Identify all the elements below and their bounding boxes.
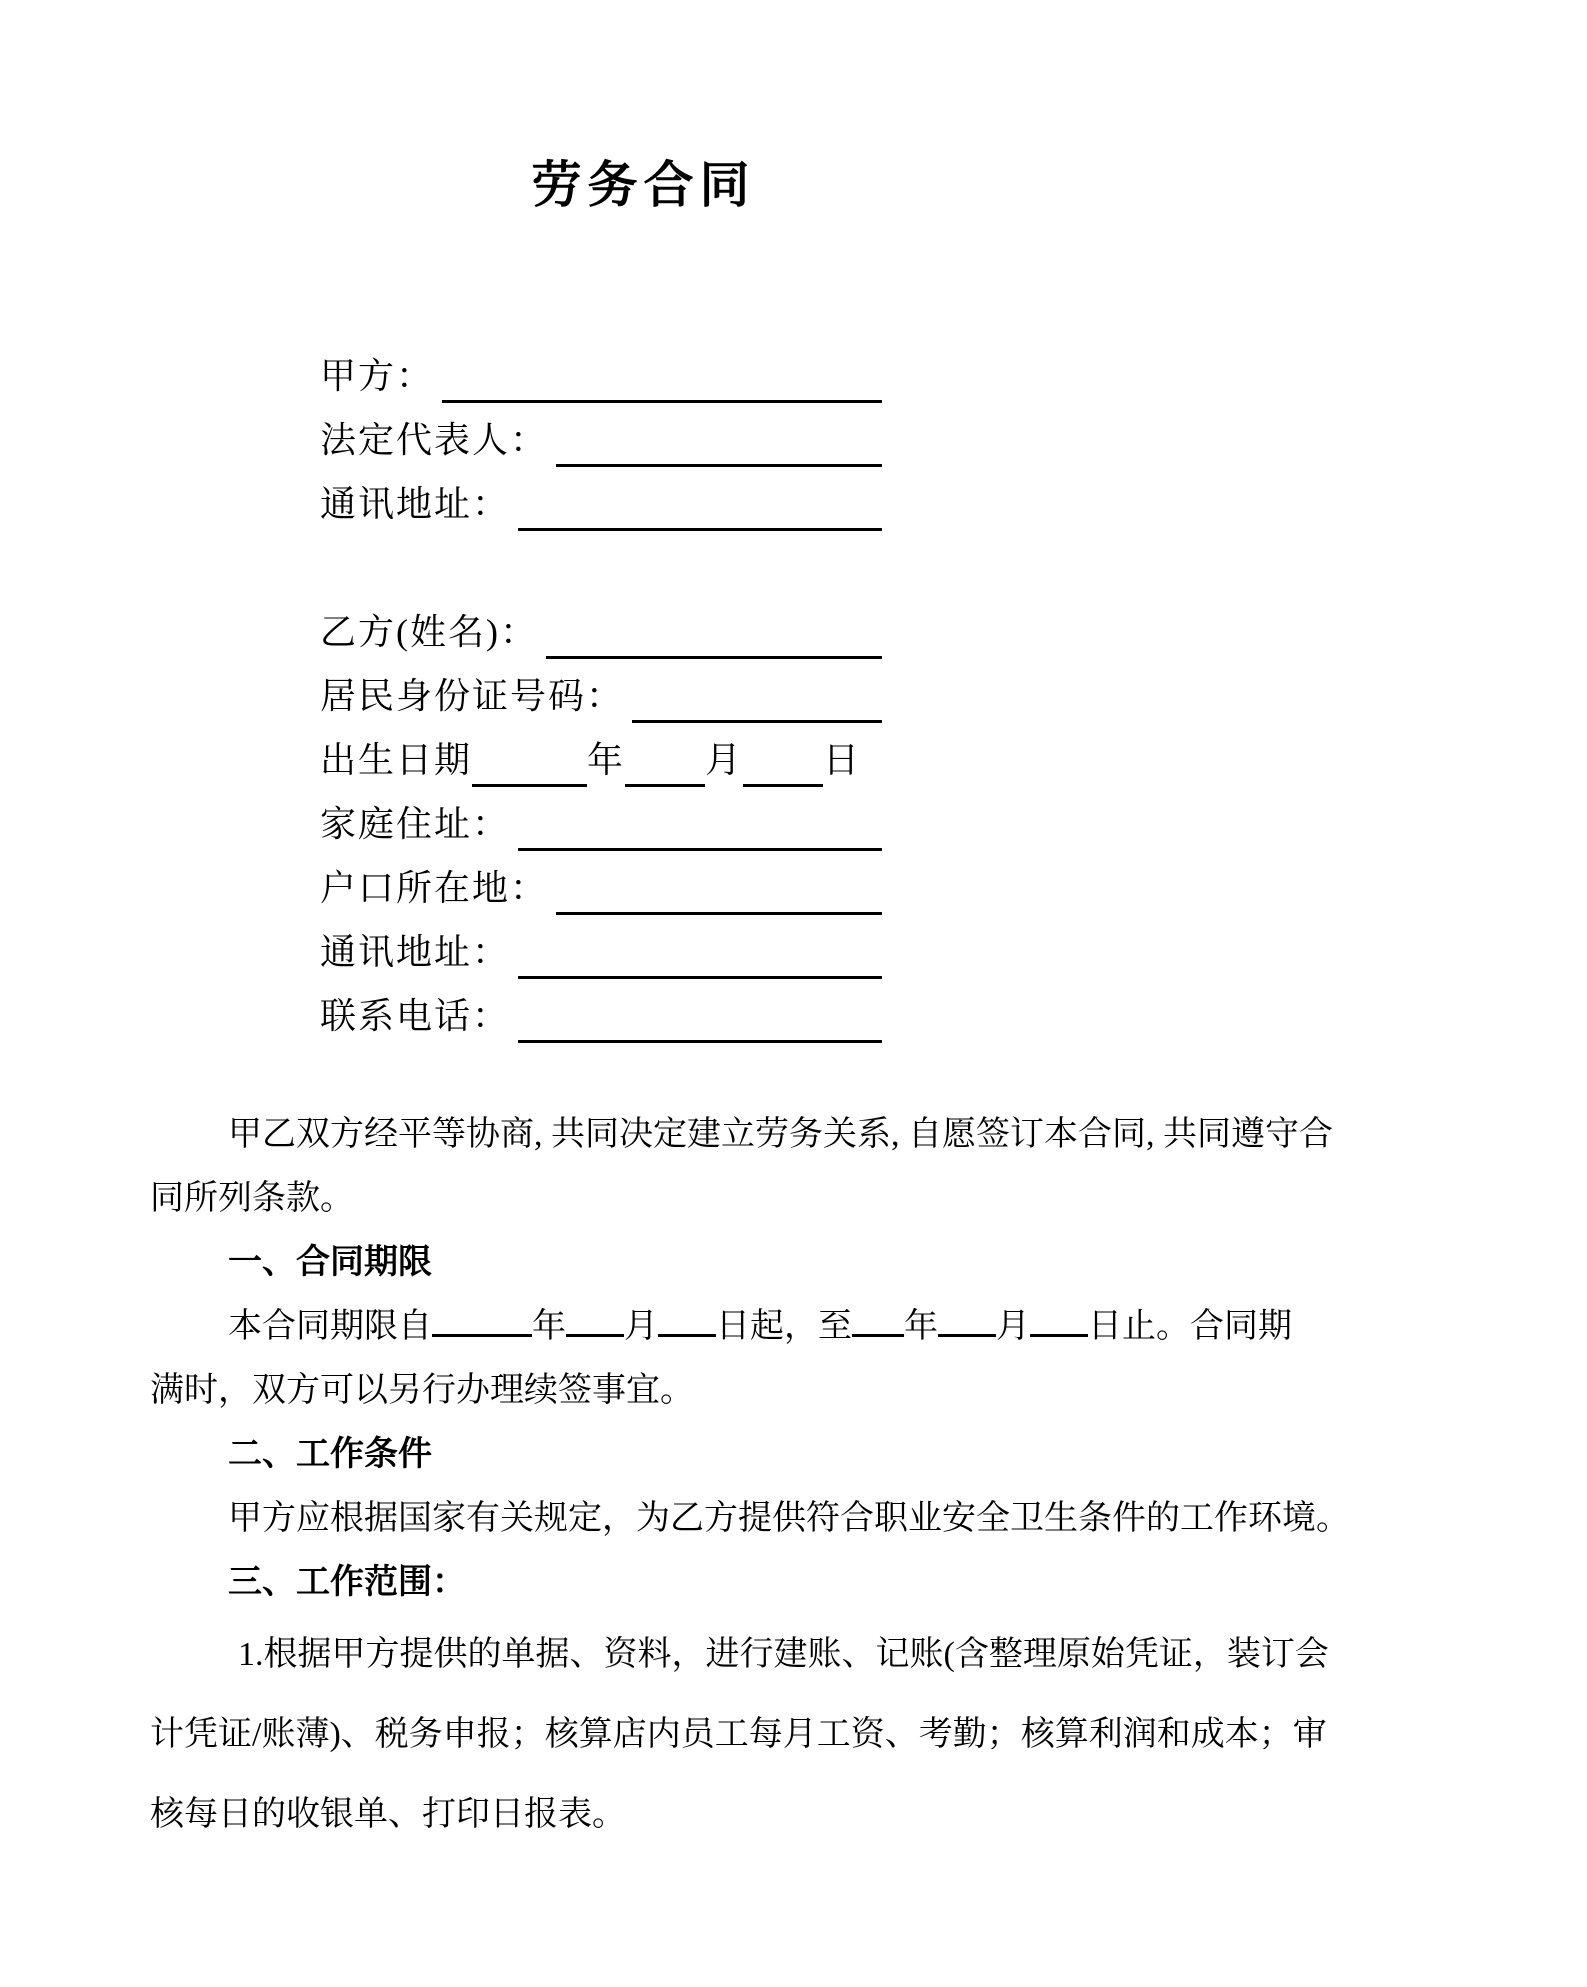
field-row-phone — [320, 979, 882, 1043]
preamble-line-1: 甲乙双方经平等协商, 共同决定建立劳务关系, 自愿签订本合同, 共同遵守合 — [228, 1116, 1333, 1153]
home-address-blank-line — [518, 841, 882, 851]
field-row-party-a — [320, 339, 882, 403]
contract-body — [150, 1103, 1357, 1855]
section3-item1-line-3: 核每日的收银单、打印日报表。 — [150, 1796, 626, 1833]
birth-day-blank-line — [743, 777, 823, 787]
legal-representative-blank-line — [556, 457, 882, 467]
section1-heading: 一、合同期限 — [228, 1244, 432, 1281]
party-a-blank-line — [442, 393, 882, 403]
id-number-blank-line — [632, 713, 882, 723]
term-end-month-blank — [938, 1333, 996, 1337]
birth-year-blank-line — [472, 777, 587, 787]
birth-month-unit: 月 — [705, 740, 744, 780]
birth-day-unit: 日 — [823, 740, 862, 780]
term-start-month-blank — [566, 1333, 624, 1337]
term-end-year-unit: 年 — [904, 1308, 938, 1345]
preamble-line-2: 同所列条款。 — [150, 1180, 354, 1217]
section1-line-2: 满时，双方可以另行办理续签事宜。 — [150, 1372, 694, 1409]
term-suffix: 日止。合同期 — [1088, 1308, 1292, 1345]
party-a-mailing-address-label: 通讯地址： — [320, 484, 511, 524]
phone-label: 联系电话： — [320, 996, 511, 1036]
household-registration-blank-line — [556, 905, 882, 915]
birth-month-blank-line — [625, 777, 705, 787]
field-row-id-number — [320, 659, 882, 723]
section3-heading: 三、工作范围： — [228, 1564, 466, 1601]
term-mid-text: 日起，至 — [716, 1308, 852, 1345]
field-row-legal-representative — [320, 403, 882, 467]
section3-item1-line-1: 1.根据甲方提供的单据、资料，进行建账、记账(含整理原始凭证，装订会 — [238, 1636, 1329, 1673]
legal-representative-label: 法定代表人： — [320, 420, 549, 460]
party-a-mailing-address-blank-line — [518, 521, 882, 531]
household-registration-label: 户口所在地： — [320, 868, 549, 908]
field-row-party-b-mailing-address — [320, 915, 882, 979]
section2-line-1: 甲方应根据国家有关规定，为乙方提供符合职业安全卫生条件的工作环境。 — [228, 1500, 1350, 1537]
party-a-fields-section — [150, 339, 1357, 531]
contract-title: 劳务合同 — [531, 157, 756, 213]
field-row-household-registration — [320, 851, 882, 915]
party-b-mailing-address-label: 通讯地址： — [320, 932, 511, 972]
field-row-party-a-mailing-address — [320, 467, 882, 531]
home-address-label: 家庭住址： — [320, 804, 511, 844]
section1-term-line — [150, 1295, 1357, 1359]
field-row-home-address — [320, 787, 882, 851]
term-end-year-blank — [852, 1333, 904, 1337]
party-b-mailing-address-blank-line — [518, 969, 882, 979]
section3-item1-line-2: 计凭证/账薄)、税务申报；核算店内员工每月工资、考勤；核算利润和成本；审 — [150, 1716, 1327, 1753]
section2-heading: 二、工作条件 — [228, 1436, 432, 1473]
term-start-day-blank — [658, 1333, 716, 1337]
term-end-month-unit: 月 — [996, 1308, 1030, 1345]
term-start-month-unit: 月 — [624, 1308, 658, 1345]
birth-year-unit: 年 — [587, 740, 626, 780]
party-a-label: 甲方： — [320, 356, 435, 396]
birth-date-label: 出生日期 — [320, 740, 473, 780]
party-b-fields-section — [150, 595, 1357, 1043]
term-start-year-blank — [432, 1333, 532, 1337]
party-b-name-label: 乙方(姓名)： — [320, 612, 538, 652]
id-number-label: 居民身份证号码： — [320, 676, 625, 716]
term-prefix: 本合同期限自 — [228, 1308, 432, 1345]
party-b-name-blank-line — [546, 649, 882, 659]
field-row-birth-date — [320, 723, 1357, 787]
term-end-day-blank — [1030, 1333, 1088, 1337]
phone-blank-line — [518, 1033, 882, 1043]
field-row-party-b-name — [320, 595, 882, 659]
term-start-year-unit: 年 — [532, 1308, 566, 1345]
